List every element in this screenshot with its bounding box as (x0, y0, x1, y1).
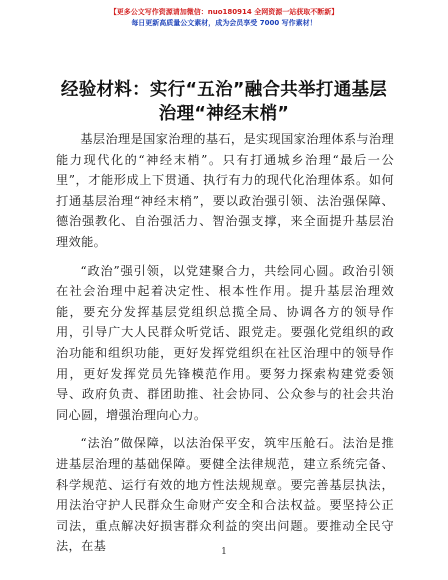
promo-banner-line-2: 每日更新高质量公文素材，成为会员享受 7000 写作素材！ (131, 19, 317, 27)
paragraph-politics: “政治”强引领，以党建聚合力，共绘同心圆。政治引领在社会治理中起着决定性、根本性作用。提升基层治理效能，要充分发挥基层党组织总揽全局、协调各方的领导作用，引导广大人民群众听党话、跟党走。要强化党组织的政治功能和组织功能，更好发挥党组织在社区治理中的领导作用，更好发挥党员先锋模范作用。要努力探索构建党委领导、政府负责、群团助推、社会协同、公众参与的社会共治同心圆，增强治理向心力。 (56, 263, 394, 422)
promo-banner (0, 7, 448, 29)
document-body (56, 129, 394, 565)
paragraph-rule-of-law: “法治”做保障，以法治保平安，筑牢压舱石。法治是推进基层治理的基础保障。要健全法律规范，建立系统完备、科学规范、运行有效的地方性法规规章。要完善基层执法，用法治守护人民群众生命财产安全和合法权益。要坚持公正司法，重点解决好损害群众利益的突出问题。要推动全民守法，在基 (56, 436, 394, 554)
paragraph-intro: 基层治理是国家治理的基石，是实现国家治理体系与治理能力现代化的“神经末梢”。只有打通城乡治理“最后一公里”，才能形成上下贯通、执行有力的现代化治理体系。如何打通基层治理“神经末梢”，要以政治强引领、法治强保障、德治强教化、自治强活力、智治强支撑，来全面提升基层治理效能。 (56, 132, 394, 249)
document-title: 经验材料：实行“五治”融合共举打通基层治理“神经末梢” (60, 80, 388, 124)
page-number: 1 (221, 547, 227, 557)
promo-banner-line-1: 【更多公文写作资源请加微信：nuo180914 全网资源一站获取不断新】 (109, 8, 339, 16)
